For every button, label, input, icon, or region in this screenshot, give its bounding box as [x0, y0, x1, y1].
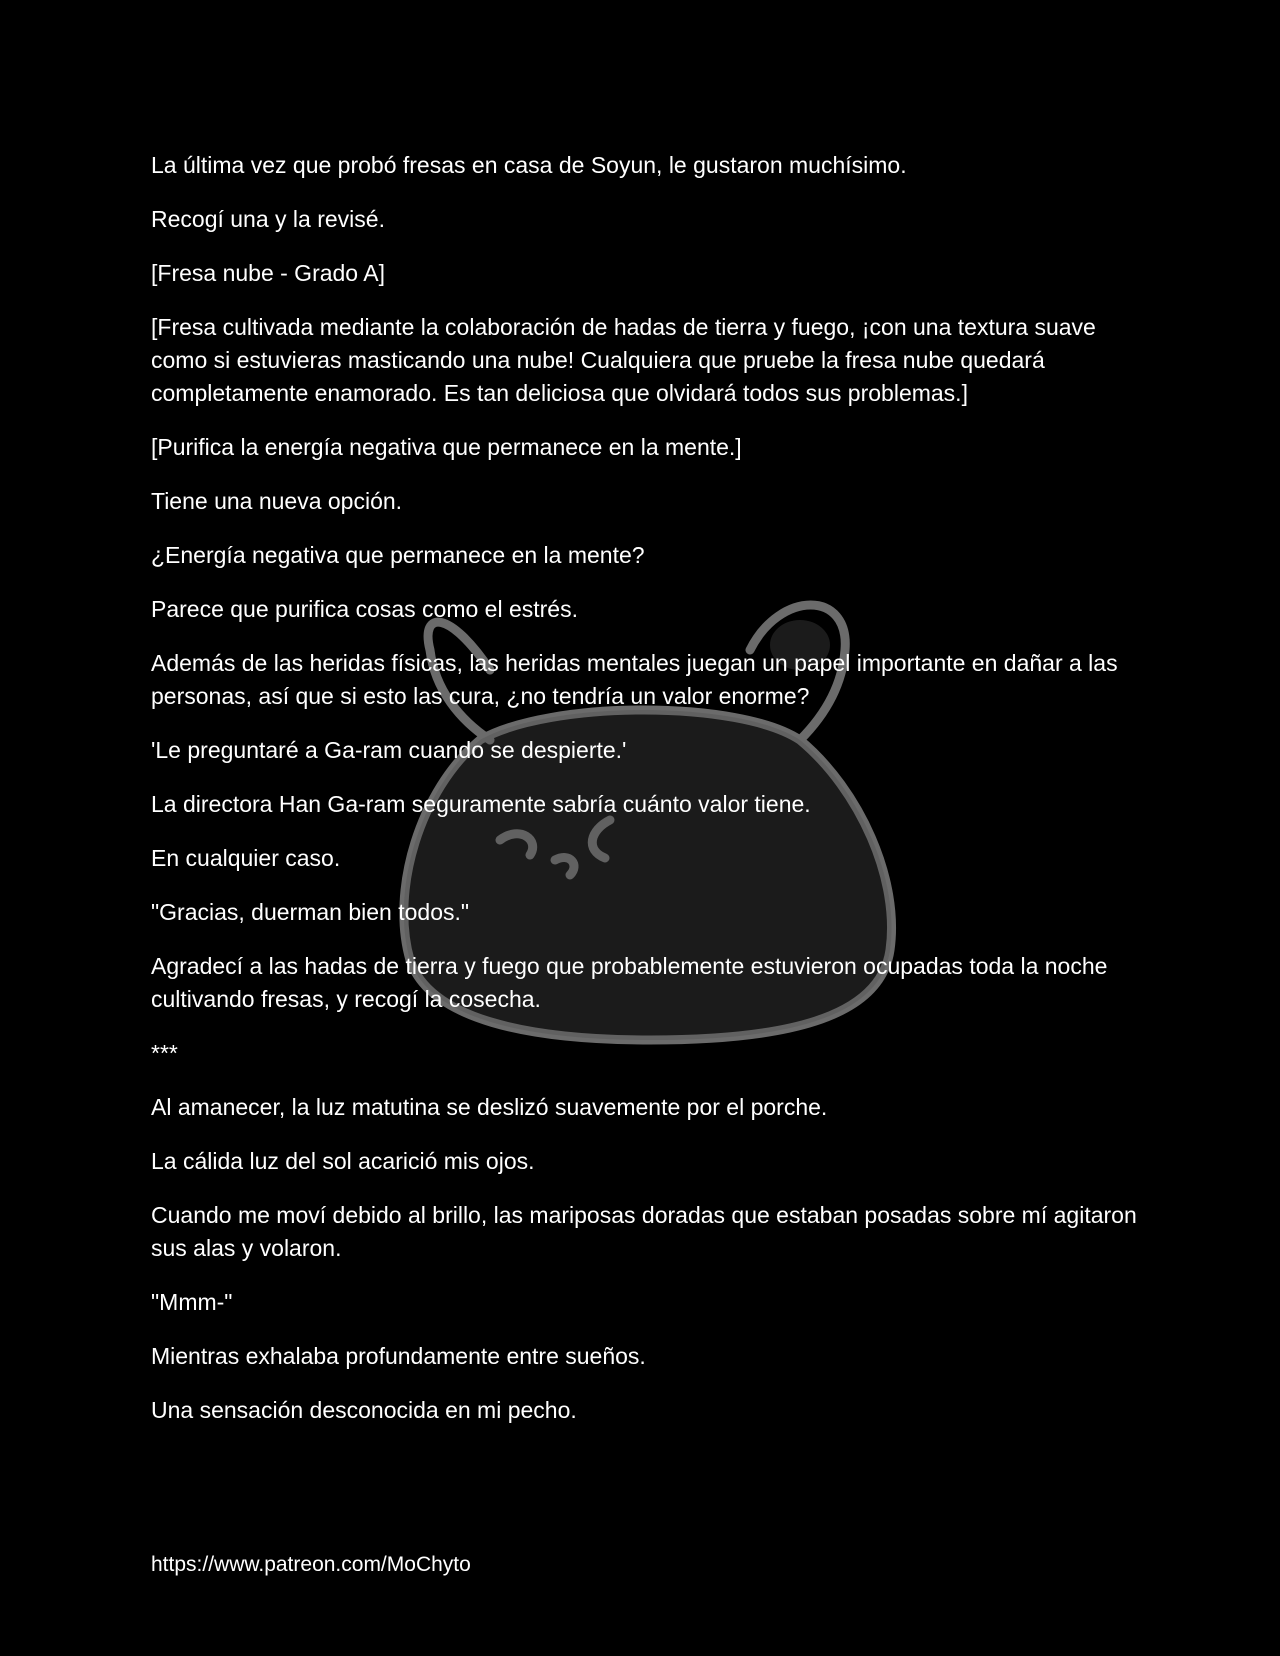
paragraph: Cuando me moví debido al brillo, las mariposas doradas que estaban posadas sobre mí agitaron sus alas y volaron.	[151, 1202, 1137, 1261]
patreon-link[interactable]: https://www.patreon.com/MoChyto	[151, 1553, 471, 1576]
paragraph: Mientras exhalaba profundamente entre sueños.	[151, 1343, 646, 1369]
paragraph: La directora Han Ga-ram seguramente sabría cuánto valor tiene.	[151, 791, 811, 817]
paragraph: 'Le preguntaré a Ga-ram cuando se despierte.'	[151, 737, 627, 763]
paragraph: "Gracias, duerman bien todos."	[151, 899, 470, 925]
paragraph: [Fresa cultivada mediante la colaboración de hadas de tierra y fuego, ¡con una textura suave como si estuvieras masticando una nube! Cualquiera que pruebe la fresa nube quedará completamente enamorado. Es tan deliciosa que olvidará todos sus problemas.]	[151, 314, 1096, 406]
paragraph: Recogí una y la revisé.	[151, 206, 385, 232]
paragraph: [Purifica la energía negativa que permanece en la mente.]	[151, 434, 742, 460]
paragraph: "Mmm-"	[151, 1289, 233, 1315]
paragraph: En cualquier caso.	[151, 845, 341, 871]
paragraph: Parece que purifica cosas como el estrés.	[151, 596, 578, 622]
section-separator: ***	[151, 1040, 178, 1066]
paragraph: Tiene una nueva opción.	[151, 488, 403, 514]
paragraph: [Fresa nube - Grado A]	[151, 260, 385, 286]
paragraph: La última vez que probó fresas en casa de Soyun, le gustaron muchísimo.	[151, 152, 907, 178]
paragraph: La cálida luz del sol acarició mis ojos.	[151, 1148, 535, 1174]
paragraph: Una sensación desconocida en mi pecho.	[151, 1397, 577, 1423]
paragraph: ¿Energía negativa que permanece en la mente?	[151, 542, 645, 568]
paragraph: Al amanecer, la luz matutina se deslizó suavemente por el porche.	[151, 1094, 828, 1120]
paragraph: Agradecí a las hadas de tierra y fuego que probablemente estuvieron ocupadas toda la noche cultivando fresas, y recogí la cosecha.	[151, 953, 1108, 1012]
chapter-text	[151, 149, 1141, 1448]
paragraph: Además de las heridas físicas, las heridas mentales juegan un papel importante en dañar a las personas, así que si esto las cura, ¿no tendría un valor enorme?	[151, 650, 1118, 709]
